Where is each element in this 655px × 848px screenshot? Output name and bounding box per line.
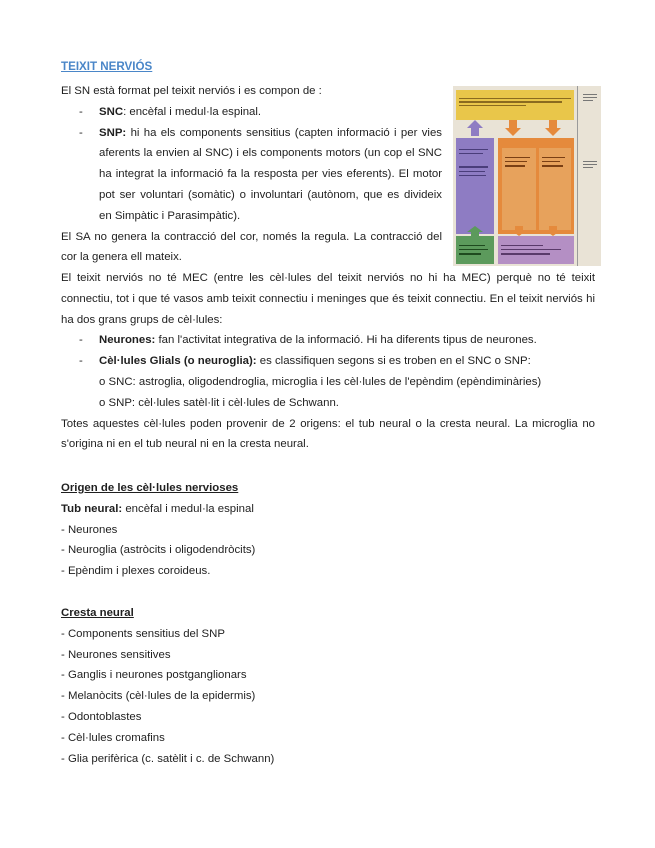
diagram-text-lines xyxy=(459,242,491,258)
cresta-section xyxy=(61,603,274,769)
cells-section xyxy=(61,268,595,455)
list-dash: - xyxy=(79,105,83,118)
tub-line xyxy=(61,499,255,520)
cresta-heading: Cresta neural xyxy=(61,607,134,619)
term-neurones: Neurones: xyxy=(99,334,156,347)
nervous-system-diagram-image xyxy=(453,86,601,266)
list-item-snp xyxy=(61,123,442,227)
list-item: - Epèndim i plexes coroideus. xyxy=(61,565,211,578)
list-dash: - xyxy=(79,126,83,139)
diagram-text-lines xyxy=(501,242,571,258)
definition-neurones: fan l'activitat integrativa de la informació. Hi ha diferents tipus de neurones. xyxy=(155,334,537,347)
glia-snp: o SNP: cèl·lules satèl·lit i cèl·lules de Schwann. xyxy=(99,396,339,409)
page-title: TEIXIT NERVIÓS xyxy=(61,60,153,73)
definition-snp: hi ha els components sensitius (capten informació i per vies aferents la envien al SNC) i els components motors (un cop el SNC ha integrat la informació fa la resposta per vies eferents). El motor pot ser voluntari (somàtic) o involuntari (autònom, que es divideix en Simpàtic i Parasimpàtic). xyxy=(99,126,442,222)
list-item-neurones xyxy=(61,330,595,351)
tub-text: encèfal i medul·la espinal xyxy=(122,502,254,515)
intro-section xyxy=(61,81,442,268)
glia-snc: o SNC: astroglia, oligodendroglia, microglia i les cèl·lules de l'epèndim (epèndiminàries) xyxy=(99,375,542,388)
list-item: - Glia perifèrica (c. satèlit i c. de Schwann) xyxy=(61,752,275,765)
diagram-side-labels xyxy=(583,92,597,170)
tub-label: Tub neural: xyxy=(61,502,123,515)
arrow-down-icon xyxy=(545,226,561,236)
list-item: - Melanòcits (cèl·lules de la epidermis) xyxy=(61,690,256,703)
list-dash: - xyxy=(79,334,83,347)
list-item: - Neurones xyxy=(61,523,118,536)
list-item-snc xyxy=(61,102,442,123)
intro-text: El SN està format pel teixit nerviós i es compon de : xyxy=(61,85,322,97)
arrow-down-icon xyxy=(511,226,527,236)
origins-text: Totes aquestes cèl·lules poden provenir de 2 origens: el tub neural o la cresta neural. La microglia no s'origina ni en el tub neural ni en la cresta neural. xyxy=(61,417,595,451)
list-item: - Neurones sensitives xyxy=(61,648,171,661)
term-snc: SNC xyxy=(99,105,124,118)
list-dash: - xyxy=(79,355,83,368)
list-item-glia xyxy=(61,351,595,372)
term-glia: Cèl·lules Glials (o neuroglia): xyxy=(99,355,257,368)
arrow-up-icon xyxy=(467,120,483,136)
sa-text: El SA no genera la contracció del cor, només la regula. La contracció del cor la genera ell mateix. xyxy=(61,230,442,264)
diagram-text-lines xyxy=(505,154,533,170)
diagram-text-lines xyxy=(459,146,491,179)
origin-heading: Origen de les cèl·lules nervioses xyxy=(61,482,239,494)
arrow-down-icon xyxy=(505,120,521,136)
arrow-up-icon xyxy=(467,226,483,236)
list-item: - Odontoblastes xyxy=(61,710,142,723)
list-item: - Cèl·lules cromafins xyxy=(61,731,165,744)
diagram-text-lines xyxy=(459,96,571,108)
definition-glia: es classifiquen segons si es troben en el SNC o SNP: xyxy=(256,355,531,368)
list-item: - Ganglis i neurones postganglionars xyxy=(61,669,247,682)
list-item: - Neuroglia (astròcits i oligodendròcits) xyxy=(61,544,256,557)
diagram-text-lines xyxy=(542,154,568,170)
definition-snc: : encèfal i medul·la espinal. xyxy=(123,105,262,118)
mec-text: El teixit nerviós no té MEC (entre les cèl·lules del teixit nerviós no hi ha MEC) perquè no té teixit connectiu, tot i que té vasos amb teixit connectiu i meninges que és teixit connectiu. En el teixit nerviós hi ha dos grans grups de cèl·lules: xyxy=(61,272,595,326)
list-item: - Components sensitius del SNP xyxy=(61,627,225,640)
origin-section xyxy=(61,478,255,582)
arrow-down-icon xyxy=(545,120,561,136)
term-snp: SNP: xyxy=(99,126,127,139)
